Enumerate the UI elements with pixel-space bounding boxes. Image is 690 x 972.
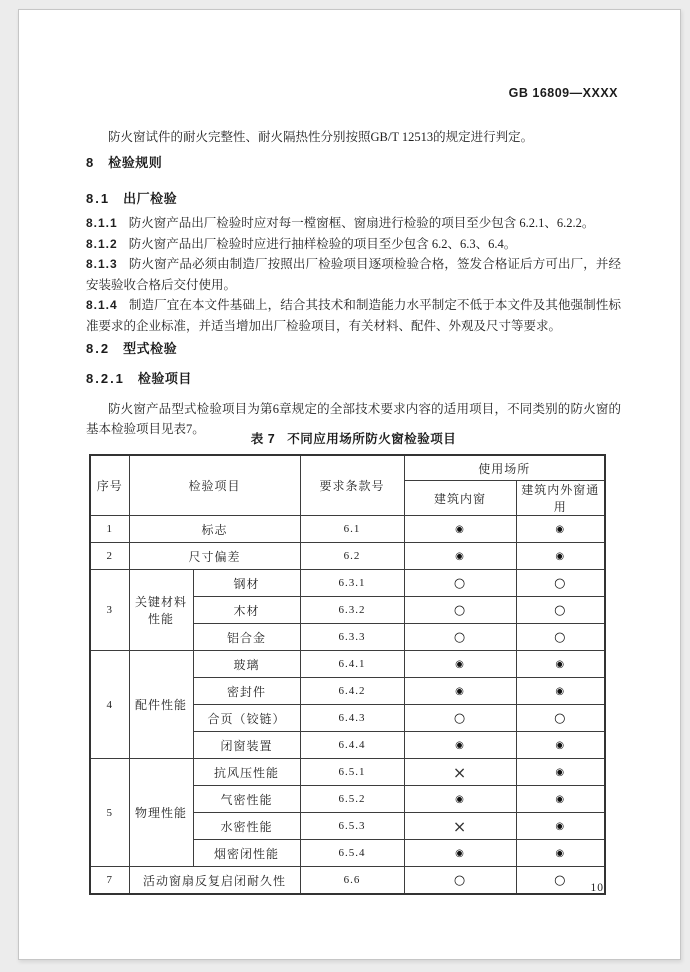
clause-cell: 6.5.1 xyxy=(300,759,404,786)
indoor-mark: ○ xyxy=(404,597,516,624)
clause-text: 防火窗产品出厂检验时应对每一樘窗框、窗扇进行检验的项目至少包含 6.2.1、6.2.2。 xyxy=(128,216,595,230)
indoor-mark: ○ xyxy=(404,705,516,732)
seq-cell: 5 xyxy=(90,759,129,867)
indoor-mark: ◉ xyxy=(404,678,516,705)
clause-cell: 6.4.1 xyxy=(300,651,404,678)
section-title: 检验规则 xyxy=(108,155,163,170)
universal-mark: ◉ xyxy=(516,840,605,867)
universal-mark: ○ xyxy=(516,705,605,732)
header-usage: 使用场所 xyxy=(404,455,605,481)
inspection-items-table xyxy=(89,454,606,895)
page-number: 10 xyxy=(590,882,604,894)
standard-number-header: GB 16809—XXXX xyxy=(508,86,618,100)
clause-cell: 6.2 xyxy=(300,543,404,570)
clause-cell: 6.4.4 xyxy=(300,732,404,759)
seq-cell: 7 xyxy=(90,867,129,895)
clause-number: 8.1.2 xyxy=(86,236,118,251)
item-cell: 玻璃 xyxy=(193,651,300,678)
universal-mark: ◉ xyxy=(516,732,605,759)
header-universal: 建筑内外窗通用 xyxy=(516,481,605,516)
section-8-1-heading xyxy=(86,188,177,207)
item-cell: 合页（铰链） xyxy=(193,705,300,732)
universal-mark: ◉ xyxy=(516,759,605,786)
clause-cell: 6.5.2 xyxy=(300,786,404,813)
header-seq: 序号 xyxy=(90,455,129,516)
table-row xyxy=(90,543,605,570)
table-row xyxy=(90,867,605,895)
clause-8-1-4 xyxy=(86,295,621,336)
item-cell: 烟密闭性能 xyxy=(193,840,300,867)
universal-mark: ○ xyxy=(516,867,605,895)
section-title: 检验项目 xyxy=(137,371,192,386)
header-indoor: 建筑内窗 xyxy=(404,481,516,516)
clause-text: 防火窗产品出厂检验时应进行抽样检验的项目至少包含 6.2、6.3、6.4。 xyxy=(128,236,517,251)
table-caption xyxy=(86,429,621,447)
universal-mark: ◉ xyxy=(516,651,605,678)
clause-cell: 6.5.4 xyxy=(300,840,404,867)
category-cell: 配件性能 xyxy=(129,651,193,759)
section-number: 8.2 xyxy=(86,341,111,356)
clause-text: 制造厂宜在本文件基础上，结合其技术和制造能力水平制定不低于本文件及其他强制性标准要求的企业标准，并适当增加出厂检验项目，有关材料、配件、外观及尺寸等要求。 xyxy=(86,298,621,333)
item-cell: 尺寸偏差 xyxy=(129,543,300,570)
section-title: 出厂检验 xyxy=(123,191,178,206)
clause-cell: 6.4.2 xyxy=(300,678,404,705)
clause-8-1-3 xyxy=(86,254,621,295)
table-caption-label: 表 7 xyxy=(250,432,276,446)
table-caption-title: 不同应用场所防火窗检验项目 xyxy=(287,432,457,446)
indoor-mark: ○ xyxy=(404,570,516,597)
clause-cell: 6.3.2 xyxy=(300,597,404,624)
universal-mark: ○ xyxy=(516,624,605,651)
clause-block xyxy=(86,213,621,336)
indoor-mark: ◉ xyxy=(404,543,516,570)
clause-number: 8.1.1 xyxy=(86,216,118,230)
item-cell: 水密性能 xyxy=(193,813,300,840)
section-8-2-1-heading xyxy=(86,368,192,387)
intro-paragraph: 防火窗试件的耐火完整性、耐火隔热性分别按照GB/T 12513的规定进行判定。 xyxy=(108,129,534,144)
seq-cell: 2 xyxy=(90,543,129,570)
indoor-mark: × xyxy=(404,759,516,786)
clause-cell: 6.5.3 xyxy=(300,813,404,840)
indoor-mark: ◉ xyxy=(404,732,516,759)
clause-8-1-1 xyxy=(86,213,621,234)
table-header xyxy=(90,455,605,516)
clause-cell: 6.3.1 xyxy=(300,570,404,597)
clause-cell: 6.4.3 xyxy=(300,705,404,732)
clause-cell: 6.6 xyxy=(300,867,404,895)
clause-8-1-2 xyxy=(86,234,621,255)
item-cell: 铝合金 xyxy=(193,624,300,651)
table-row xyxy=(90,570,605,597)
header-item: 检验项目 xyxy=(129,455,300,516)
table-row xyxy=(90,651,605,678)
indoor-mark: ◉ xyxy=(404,516,516,543)
indoor-mark: ○ xyxy=(404,867,516,895)
universal-mark: ◉ xyxy=(516,813,605,840)
item-cell: 钢材 xyxy=(193,570,300,597)
section-number: 8.1 xyxy=(86,191,111,206)
table-row xyxy=(90,516,605,543)
item-cell: 气密性能 xyxy=(193,786,300,813)
item-cell: 活动窗扇反复启闭耐久性 xyxy=(129,867,300,895)
clause-number: 8.1.4 xyxy=(86,298,118,312)
universal-mark: ◉ xyxy=(516,678,605,705)
document-page xyxy=(18,9,681,960)
seq-cell: 1 xyxy=(90,516,129,543)
item-cell: 密封件 xyxy=(193,678,300,705)
item-cell: 标志 xyxy=(129,516,300,543)
universal-mark: ◉ xyxy=(516,543,605,570)
universal-mark: ○ xyxy=(516,570,605,597)
item-cell: 木材 xyxy=(193,597,300,624)
section-8-heading xyxy=(86,152,162,171)
section-number: 8 xyxy=(86,155,96,170)
indoor-mark: ◉ xyxy=(404,786,516,813)
table-row xyxy=(90,759,605,786)
universal-mark: ○ xyxy=(516,597,605,624)
section-number: 8.2.1 xyxy=(86,371,125,386)
universal-mark: ◉ xyxy=(516,786,605,813)
clause-cell: 6.3.3 xyxy=(300,624,404,651)
category-cell: 关键材料性能 xyxy=(129,570,193,651)
seq-cell: 4 xyxy=(90,651,129,759)
universal-mark: ◉ xyxy=(516,516,605,543)
section-title: 型式检验 xyxy=(123,341,178,356)
item-cell: 闭窗装置 xyxy=(193,732,300,759)
item-cell: 抗风压性能 xyxy=(193,759,300,786)
indoor-mark: ◉ xyxy=(404,840,516,867)
indoor-mark: ○ xyxy=(404,624,516,651)
type-test-paragraph: 防火窗产品型式检验项目为第6章规定的全部技术要求内容的适用项目，不同类别的防火窗的基本检验项目见表7。 xyxy=(86,401,621,436)
section-8-2-heading xyxy=(86,338,177,357)
clause-number: 8.1.3 xyxy=(86,257,118,271)
seq-cell: 3 xyxy=(90,570,129,651)
clause-cell: 6.1 xyxy=(300,516,404,543)
clause-text: 防火窗产品必须由制造厂按照出厂检验项目逐项检验合格，签发合格证后方可出厂，并经安装验收合格后交付使用。 xyxy=(86,257,621,292)
indoor-mark: × xyxy=(404,813,516,840)
category-cell: 物理性能 xyxy=(129,759,193,867)
header-clause: 要求条款号 xyxy=(300,455,404,516)
indoor-mark: ◉ xyxy=(404,651,516,678)
